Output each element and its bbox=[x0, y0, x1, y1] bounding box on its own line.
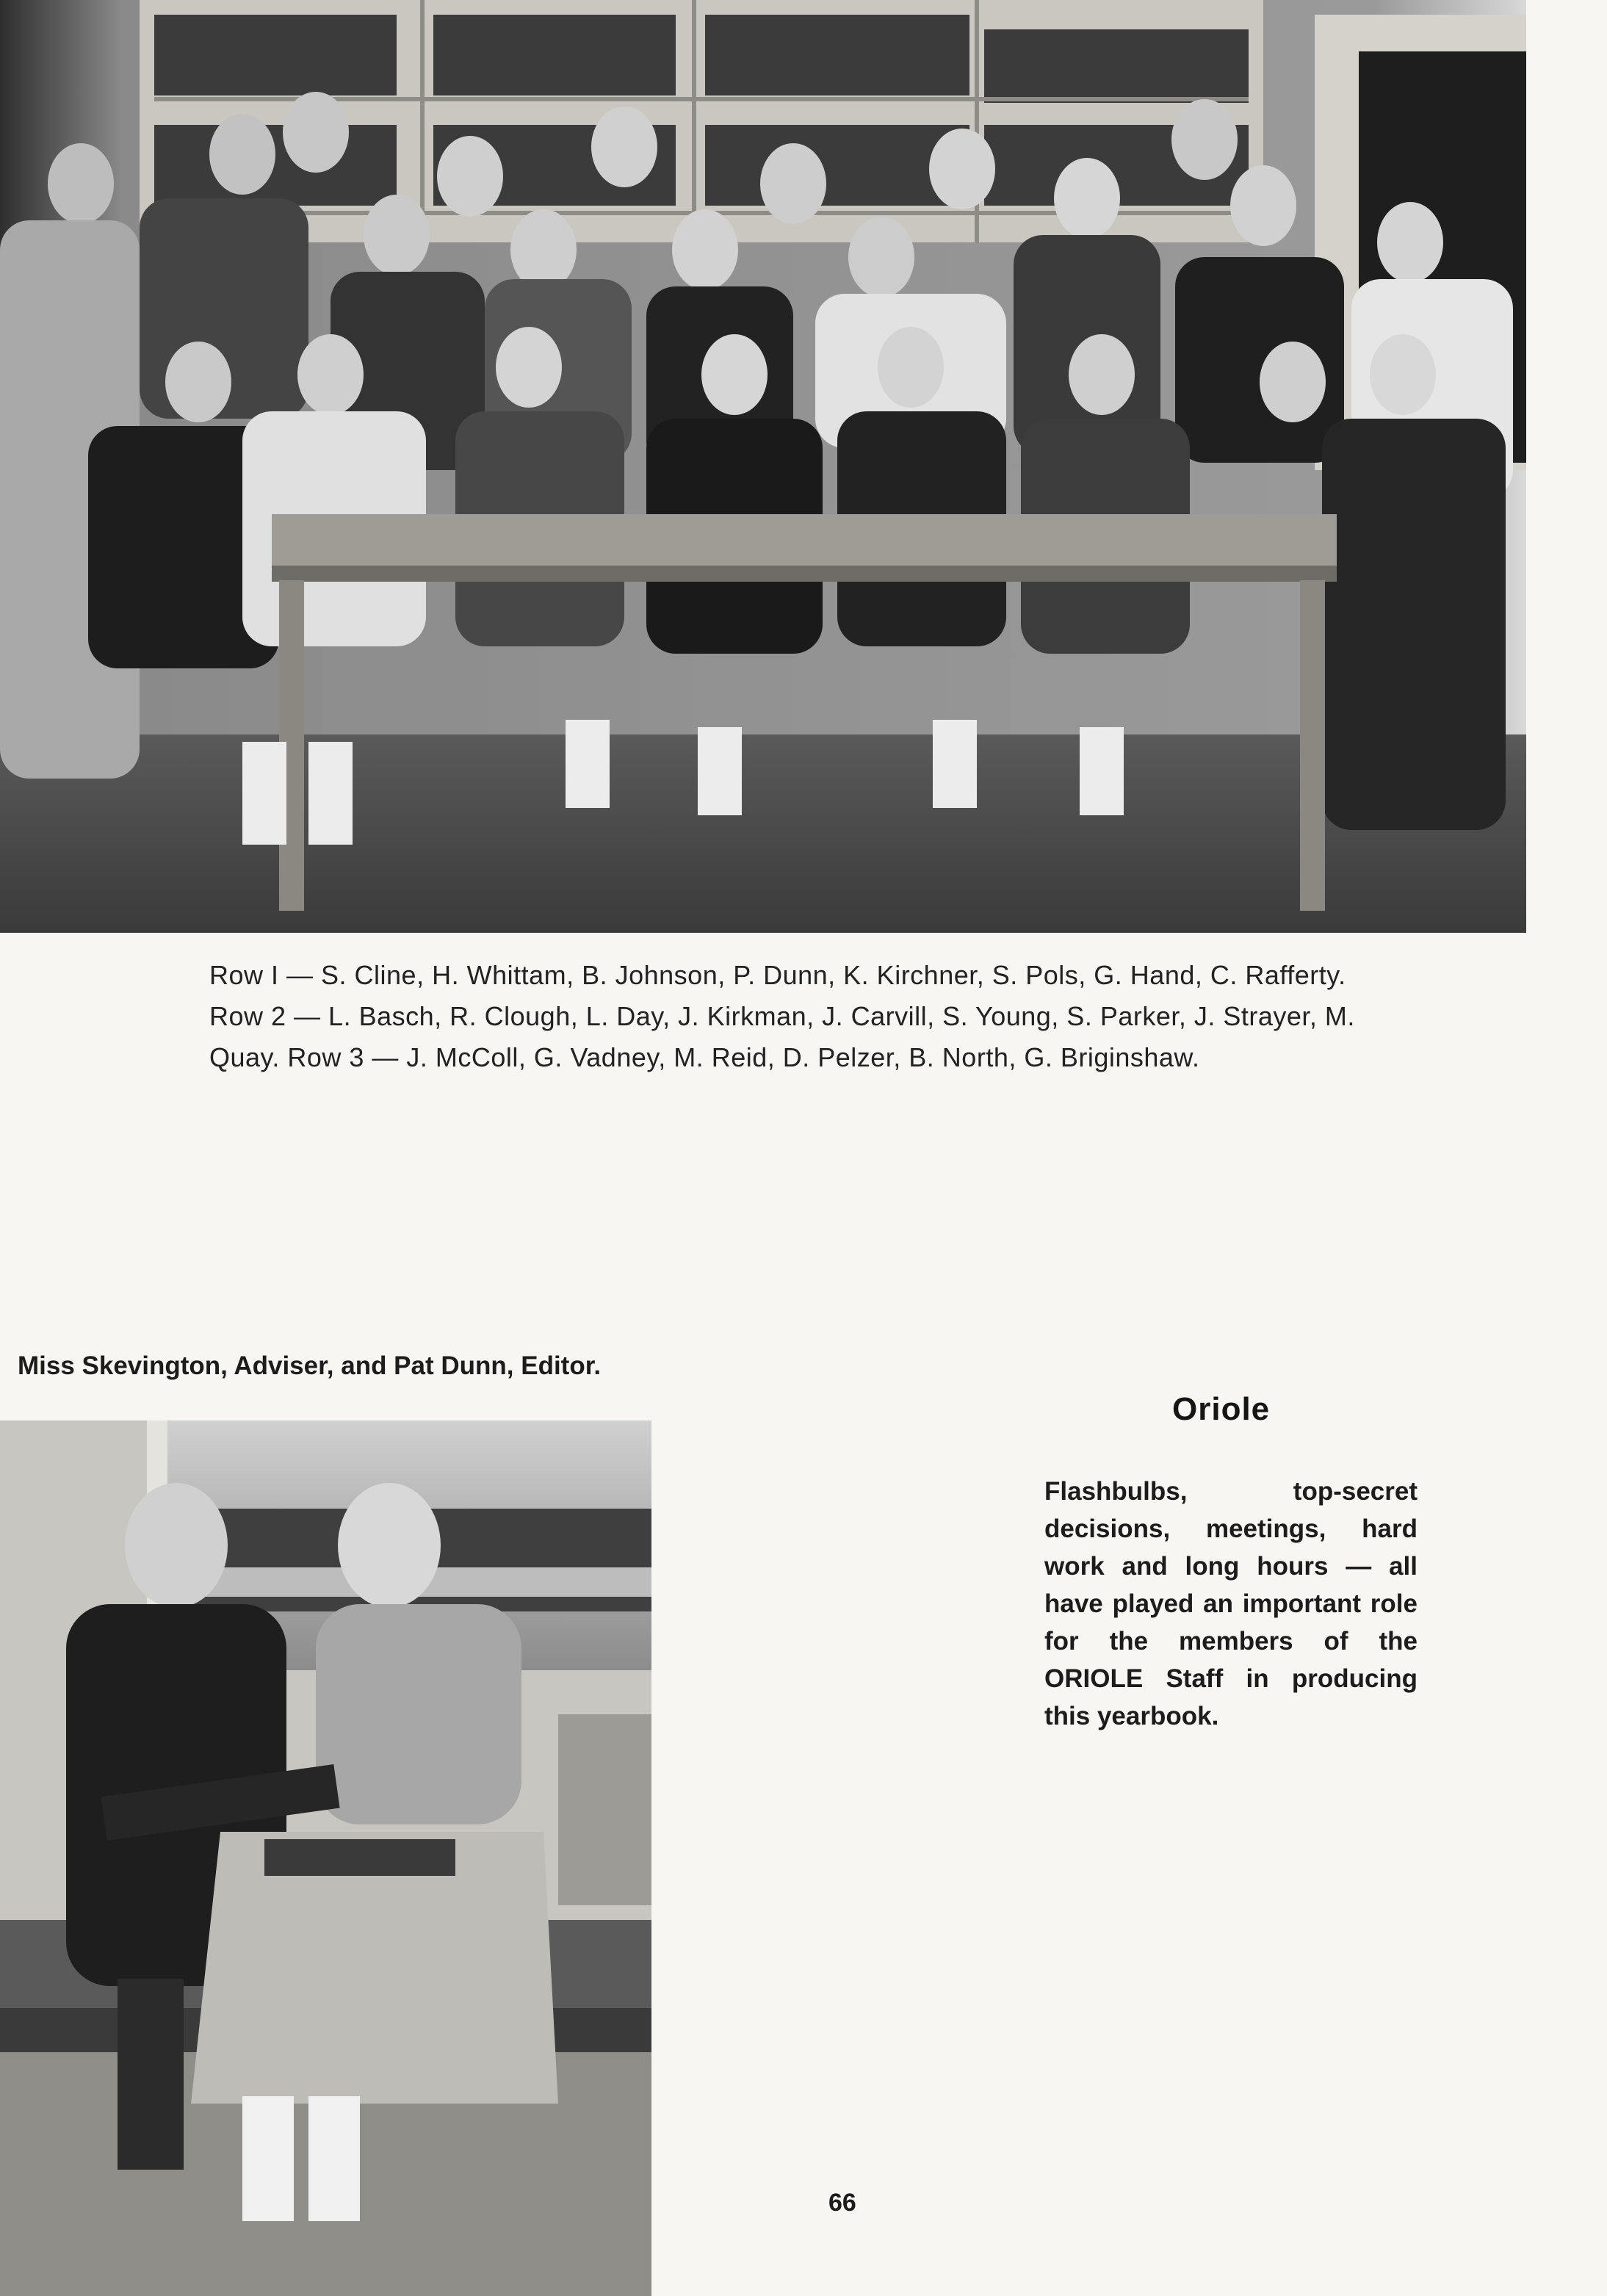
article-title: Oriole bbox=[1172, 1391, 1271, 1427]
adviser-photo-caption: Miss Skevington, Adviser, and Pat Dunn, Editor. bbox=[18, 1351, 602, 1380]
page-number: 66 bbox=[828, 2189, 856, 2217]
adviser-photo bbox=[0, 1420, 651, 2296]
adviser-photo-image bbox=[0, 1420, 651, 2296]
article-body: Flashbulbs, top-secret decisions, meetings, hard work and long hours — all have played an important role for the members of the ORIOLE Staff in producing this yearbook. bbox=[1044, 1477, 1418, 1730]
group-photo-image bbox=[0, 0, 1526, 933]
group-photo-caption: Row I — S. Cline, H. Whittam, B. Johnson, P. Dunn, K. Kirchner, S. Pols, G. Hand, C. Rafferty. Row 2 — L. Basch, R. Clough, L. Day, J. Kirkman, J. Carvill, S. Young, S. Parker, J. Strayer, M. Quay. Row 3 — J. McColl, G. Vadney, M. Reid, D. Pelzer, B. North, G. Briginshaw. bbox=[209, 960, 1355, 1072]
group-photo bbox=[0, 0, 1526, 933]
